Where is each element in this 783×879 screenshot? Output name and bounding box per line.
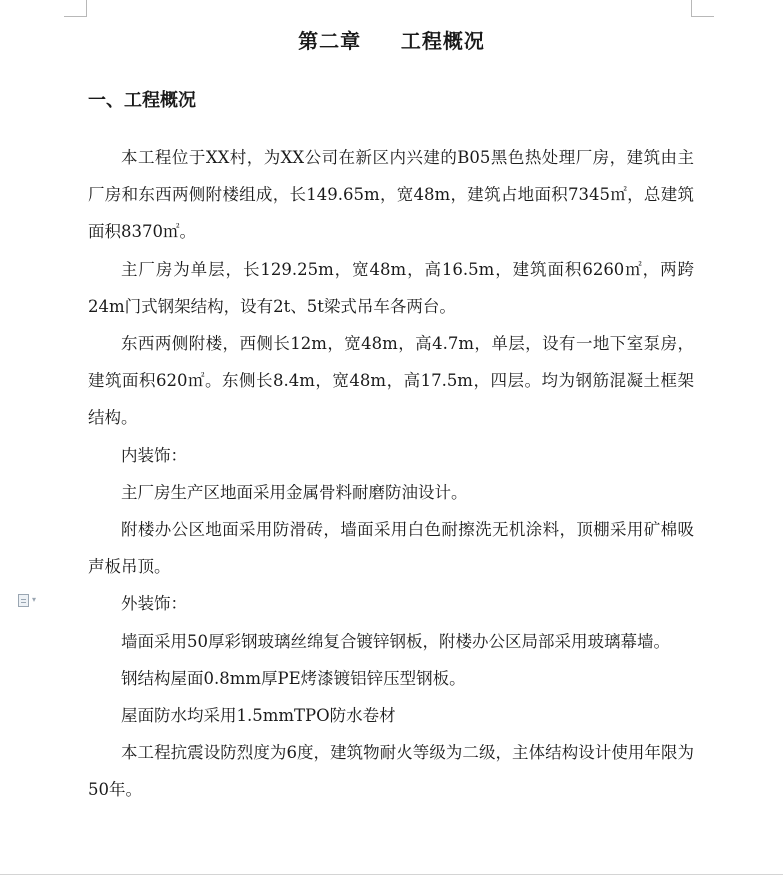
margin-corner-top-right: [691, 0, 714, 17]
margin-corner-top-left: [64, 0, 87, 17]
chevron-down-icon: ▾: [32, 595, 37, 604]
page-bottom-edge: [0, 874, 783, 875]
chapter-title: 第二章 工程概况: [298, 29, 485, 53]
paragraph-exterior-heading: 外装饰：: [121, 594, 187, 614]
paragraph-roof-panel: 钢结构屋面0.8mm厚PE烤漆镀铝锌压型钢板。: [121, 668, 466, 688]
section-heading: 一、工程概况: [88, 90, 196, 111]
paragraph-office-interior: 附楼办公区地面采用防滑砖，墙面采用白色耐擦洗无机涂料，顶棚采用矿棉吸声板吊顶。: [88, 520, 694, 577]
paragraph-interior-heading: 内装饰：: [121, 445, 187, 465]
paragraph-roof-waterproof: 屋面防水均采用1.5mmTPO防水卷材: [121, 706, 396, 726]
paragraph-exterior-walls: 墙面采用50厚彩钢玻璃丝绵复合镀锌钢板，附楼办公区局部采用玻璃幕墙。: [121, 631, 670, 651]
paragraph-menu-button[interactable]: [18, 592, 48, 608]
paragraph-main-building: 主厂房为单层，长129.25m，宽48m，高16.5m，建筑面积6260㎡，两跨24m门式钢架结构，设有2t、5t梁式吊车各两台。: [88, 259, 694, 316]
document-body: [88, 139, 694, 809]
paragraph-location: 本工程位于XX村，为XX公司在新区内兴建的B05黑色热处理厂房，建筑由主厂房和东西两侧附楼组成，长149.65m，宽48m，建筑占地面积7345㎡，总建筑面积8370㎡。: [88, 148, 694, 242]
paragraph-interior-floor: 主厂房生产区地面采用金属骨料耐磨防油设计。: [121, 482, 468, 502]
paragraph-annex-buildings: 东西两侧附楼，西侧长12m，宽48m，高4.7m，单层，设有一地下室泵房，建筑面积620㎡。东侧长8.4m，宽48m，高17.5m，四层。均为钢筋混凝土框架结构。: [88, 334, 694, 428]
document-icon: [18, 594, 29, 607]
paragraph-seismic: 本工程抗震设防烈度为6度，建筑物耐火等级为二级，主体结构设计使用年限为50年。: [88, 743, 694, 800]
